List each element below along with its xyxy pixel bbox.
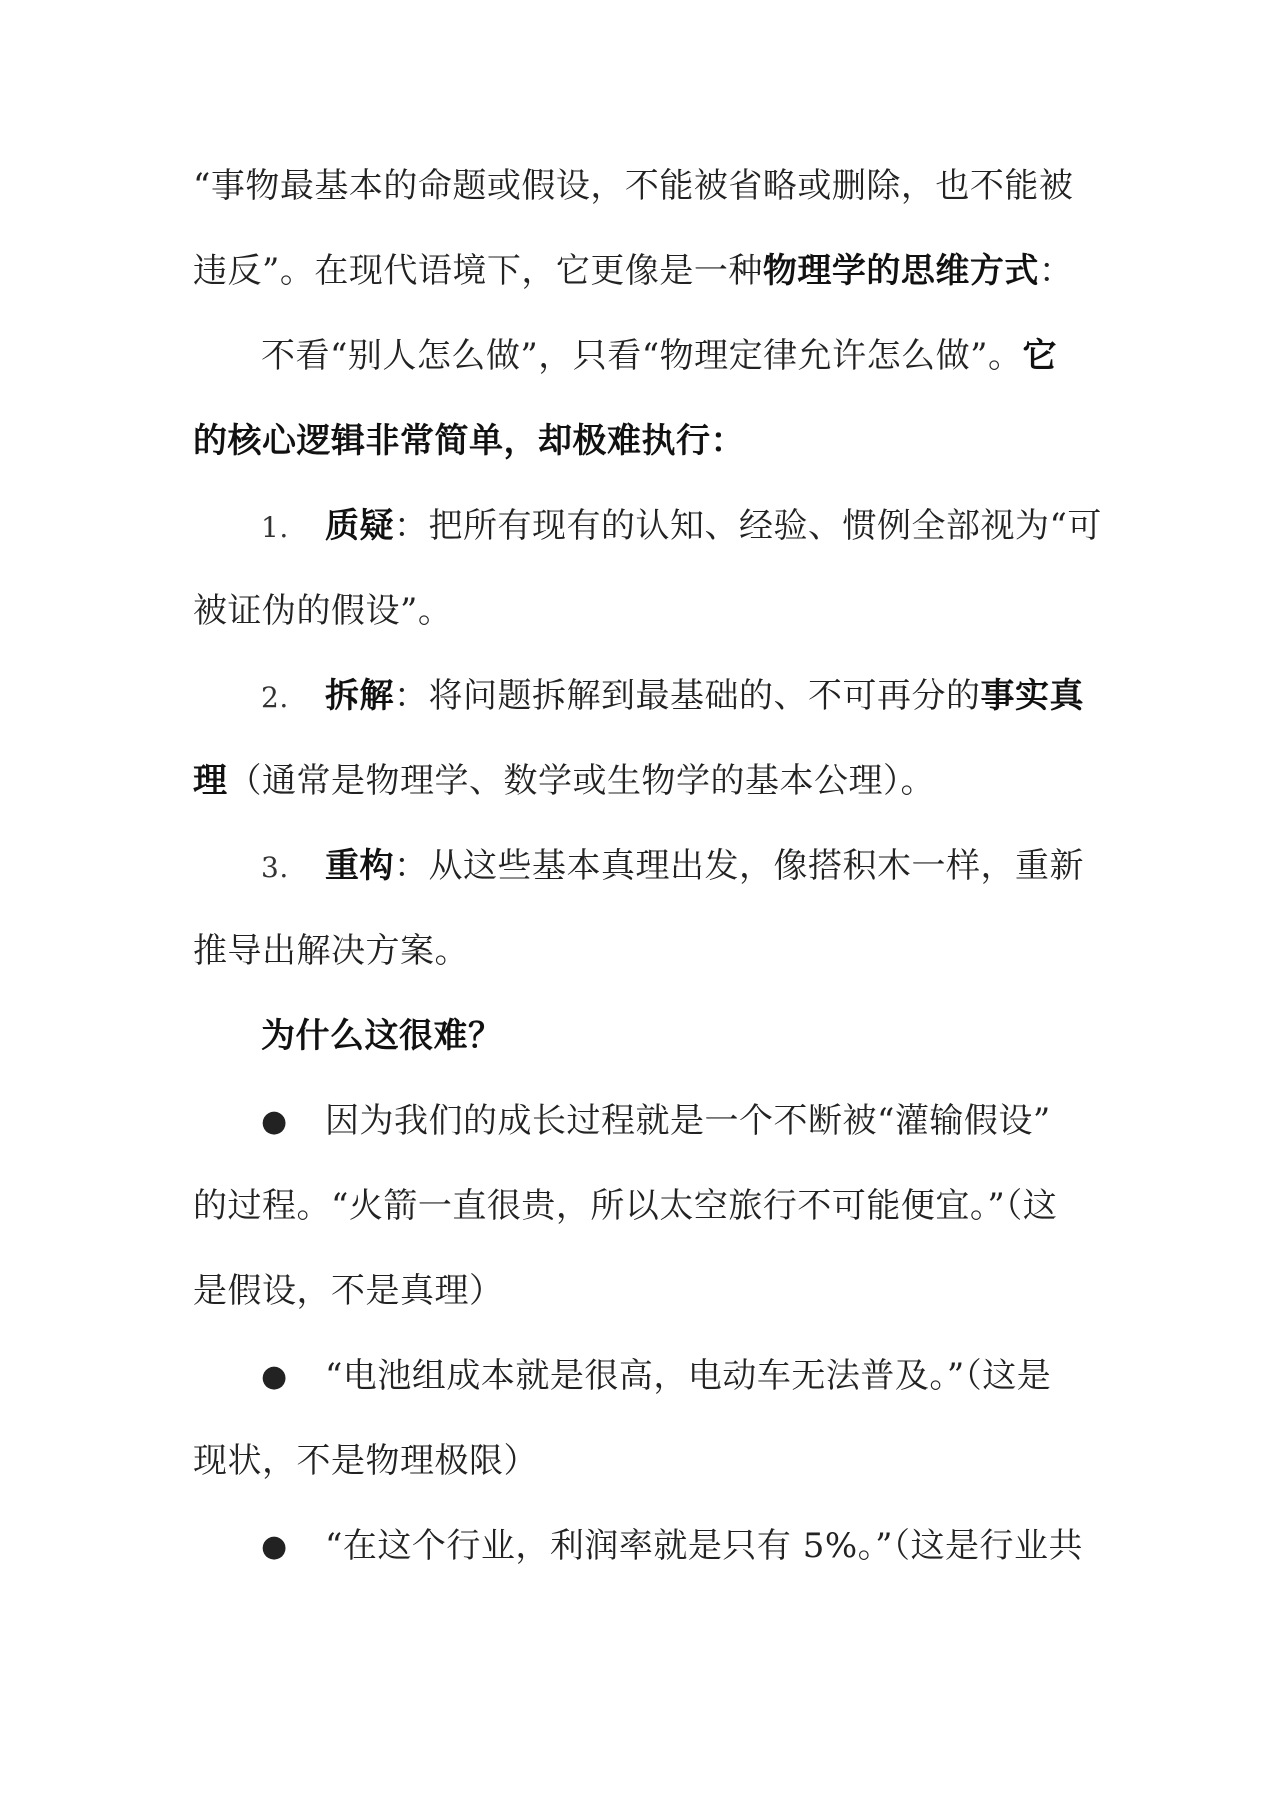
intro-bold-phrase: 物理学的思维方式 — [762, 251, 1039, 291]
step-3-line-1 — [193, 846, 1083, 931]
intro-bold-phrase: 它 — [1022, 336, 1058, 376]
bullet-1-line-2 — [193, 1186, 1083, 1271]
intro-text: 违反”。在现代语境下，它更像是一种 — [193, 251, 763, 291]
bullet-text: “在这个行业，利润率就是只有 5%。”（这是行业共 — [325, 1526, 1084, 1566]
step-3-line-2 — [193, 931, 1083, 1016]
bullet-2-line-1 — [193, 1356, 1083, 1441]
step-bold-phrase: 事实真 — [980, 676, 1084, 716]
step-number: 1. — [261, 511, 289, 544]
step-text: ：把所有现有的认知、经验、惯例全部视为“可 — [394, 506, 1102, 546]
bullet-2-line-2 — [193, 1441, 1083, 1526]
intro-line-1 — [193, 166, 1083, 251]
section-heading — [193, 1016, 1083, 1101]
step-number: 3. — [261, 851, 289, 884]
bullet-text: 现状，不是物理极限） — [193, 1441, 538, 1481]
bullet-1-line-3 — [193, 1271, 1083, 1356]
step-2-line-1 — [193, 676, 1083, 761]
step-text: 推导出解决方案。 — [193, 931, 469, 971]
bullet-3-line-1 — [193, 1526, 1083, 1611]
intro-text: 不看“别人怎么做”，只看“物理定律允许怎么做”。 — [261, 336, 1023, 376]
bullet-icon: ● — [261, 1359, 288, 1394]
bullet-icon: ● — [261, 1529, 288, 1564]
step-title: 质疑 — [325, 506, 394, 546]
bullet-text: 的过程。“火箭一直很贵，所以太空旅行不可能便宜。”（这 — [193, 1186, 1058, 1226]
step-text: ：从这些基本真理出发，像搭积木一样，重新 — [394, 846, 1084, 886]
step-2-line-2 — [193, 761, 1083, 846]
why-heading: 为什么这很难？ — [261, 1016, 503, 1056]
intro-line-3 — [193, 336, 1083, 421]
intro-line-2 — [193, 251, 1083, 336]
step-title: 拆解 — [325, 676, 394, 716]
step-1-line-2 — [193, 591, 1083, 676]
step-title: 重构 — [325, 846, 394, 886]
bullet-icon: ● — [261, 1104, 288, 1139]
intro-line-4 — [193, 421, 1083, 506]
intro-bold-phrase: 的核心逻辑非常简单，却极难执行： — [193, 421, 745, 461]
bullet-text: “电池组成本就是很高，电动车无法普及。”（这是 — [325, 1356, 1052, 1396]
step-bold-phrase: 理 — [193, 761, 228, 801]
intro-text: “事物最基本的命题或假设，不能被省略或删除，也不能被 — [193, 166, 1074, 206]
document-body — [193, 166, 1102, 1611]
step-text: ：将问题拆解到最基础的、不可再分的 — [394, 676, 981, 716]
step-number: 2. — [261, 681, 289, 714]
step-1-line-1 — [193, 506, 1102, 591]
step-text: 被证伪的假设”。 — [193, 591, 453, 631]
bullet-text: 是假设，不是真理） — [193, 1271, 504, 1311]
bullet-1-line-1 — [193, 1101, 1083, 1186]
intro-text: ： — [1038, 251, 1074, 291]
step-text: （通常是物理学、数学或生物学的基本公理）。 — [227, 761, 935, 801]
bullet-text: 因为我们的成长过程就是一个不断被“灌输假设” — [325, 1101, 1051, 1141]
